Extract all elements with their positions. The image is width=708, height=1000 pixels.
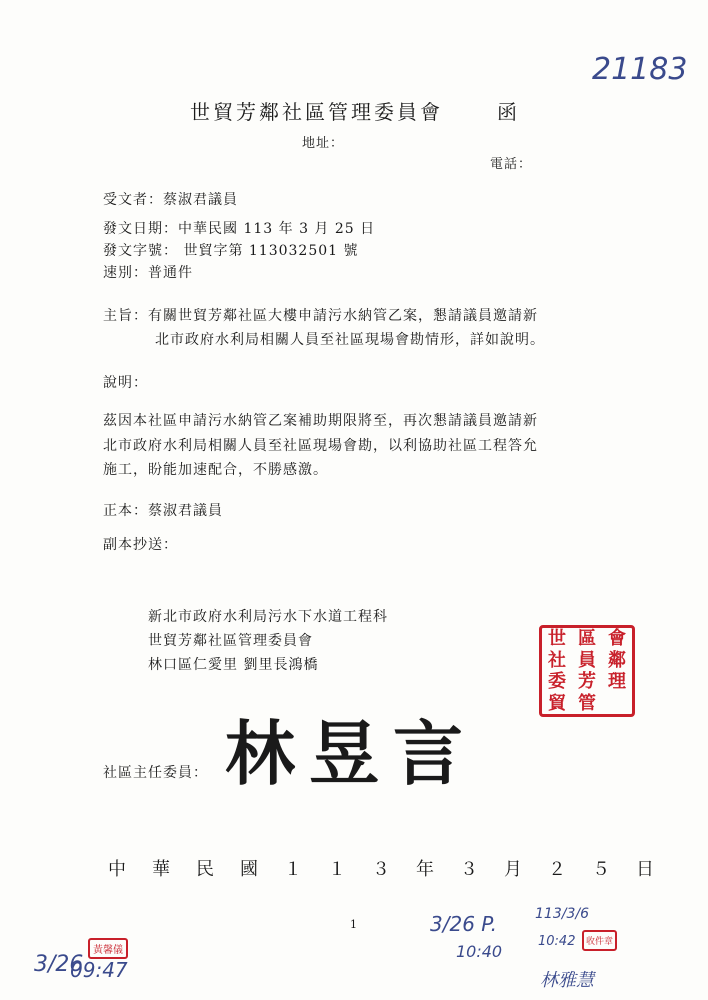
seal-char: 員 (578, 649, 596, 671)
seal-char: 理 (608, 671, 626, 692)
document-type: 函 (497, 100, 517, 124)
seal-char: 社 (548, 649, 566, 671)
handwritten-time-1: 09:47 (70, 958, 128, 982)
recipient: 受文者：蔡淑君議員 (103, 192, 238, 208)
seal-char: 世 (548, 628, 566, 649)
seal-char: 鄰 (608, 649, 626, 671)
cc-recipient-1: 新北市政府水利局污水下水道工程科 (148, 609, 388, 625)
cc-recipient-3: 林口區仁愛里 劉里長鴻橋 (148, 657, 319, 673)
footer-date: 中 華 民 國 １ １ ３ 年 ３ 月 ２ ５ 日 (108, 859, 658, 880)
phone-label: 電話： (490, 157, 533, 172)
handwritten-date-2: 3/26 P. (430, 912, 497, 936)
small-name-stamp: 黃馨儀 (88, 938, 128, 959)
handwritten-date-3: 113/3/6 (535, 906, 589, 922)
handwritten-date-1: 3/26 (34, 952, 84, 977)
subject-line-2: 北市政府水利局相關人員至社區現場會勘情形，詳如說明。 (155, 332, 545, 348)
seal-char: 管 (578, 692, 596, 714)
cc-label: 副本抄送： (103, 537, 178, 553)
small-receipt-stamp: 收件章 (582, 930, 617, 951)
seal-char: 芳 (578, 671, 596, 692)
signature-label: 社區主任委員： (103, 765, 208, 781)
handwritten-signature: 林雅慧 (540, 970, 594, 991)
delivery-speed: 速別：普通件 (103, 265, 193, 281)
issue-date: 發文日期：中華民國 113 年 3 月 25 日 (103, 221, 376, 237)
document-number: 發文字號： 世貿字第 113032501 號 (103, 243, 359, 259)
page-number: 1 (350, 918, 357, 931)
handwritten-time-3: 10:42 (538, 934, 576, 949)
main-copy: 正本：蔡淑君議員 (103, 503, 223, 519)
organization-title: 世貿芳鄰社區管理委員會 (190, 100, 443, 124)
handwritten-time-2: 10:40 (456, 942, 503, 961)
official-seal (539, 625, 635, 717)
cc-recipient-2: 世貿芳鄰社區管理委員會 (148, 633, 313, 649)
seal-char: 貿 (548, 692, 566, 714)
handwritten-receipt-number: 21183 (592, 52, 688, 87)
explanation-line-3: 施工，盼能加速配合，不勝感激。 (103, 462, 328, 478)
subject-line-1: 主旨：有關世貿芳鄰社區大樓申請污水納管乙案，懇請議員邀請新 (103, 308, 538, 324)
seal-char: 區 (578, 628, 596, 649)
explanation-label: 說明： (103, 375, 148, 391)
seal-char: 委 (548, 671, 566, 692)
explanation-line-2: 北市政府水利局相關人員至社區現場會勘，以利協助社區工程答允 (103, 438, 538, 454)
explanation-line-1: 茲因本社區申請污水納管乙案補助期限將至，再次懇請議員邀請新 (103, 413, 538, 429)
address-label: 地址： (302, 136, 345, 151)
seal-char: 會 (608, 628, 626, 649)
signature-name: 林昱言 (225, 712, 477, 795)
